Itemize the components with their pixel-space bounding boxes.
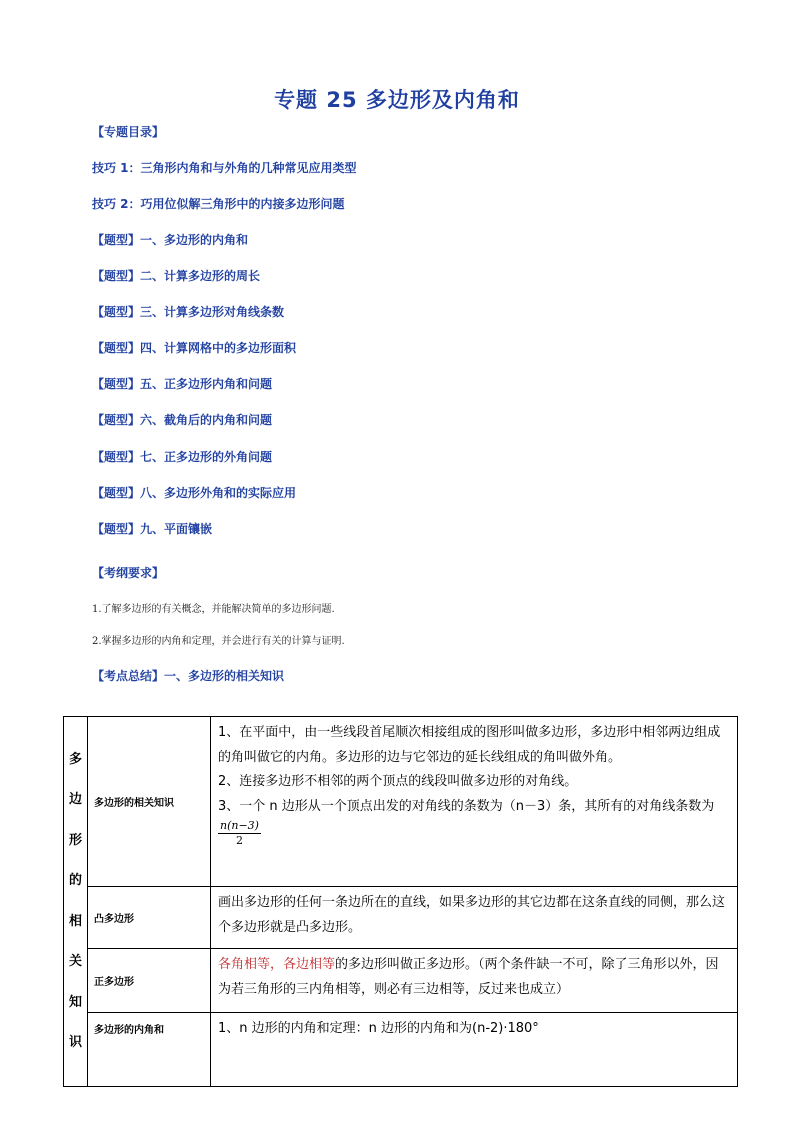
- row-content: [211, 717, 738, 887]
- row-content: [211, 949, 738, 1013]
- requirement-item: 1.了解多边形的有关概念，并能解决简单的多边形问题.: [92, 604, 335, 615]
- table-row: [64, 887, 738, 949]
- content-text: 的多边形叫做正多边形。（两个条件缺一不可，除了三角形以外，因为若三角形的三内角相等，则必有三边相等，反过来也成立）: [218, 957, 719, 997]
- row-content: 1、n 边形的内角和定理：n 边形的内角和为(n-2)·180°: [211, 1013, 738, 1087]
- side-char: 相: [68, 913, 82, 929]
- table-row: [64, 949, 738, 1013]
- requirement-item: 2.掌握多边形的内角和定理，并会进行有关的计算与证明.: [92, 636, 345, 647]
- formula-denominator: 2: [235, 834, 243, 847]
- page-title: 专题 25 多边形及内角和: [274, 88, 520, 112]
- toc-item: 【题型】四、计算网格中的多边形面积: [92, 341, 297, 355]
- content-text: 3、一个 n 边形从一个顶点出发的对角线的条数为（n－3）条，其所有的对角线条数为: [218, 798, 715, 814]
- row-label: 正多边形: [88, 949, 211, 1013]
- toc-item: 【题型】六、截角后的内角和问题: [92, 413, 273, 427]
- toc-item: 【题型】九、平面镶嵌: [92, 522, 213, 536]
- toc-item: 【题型】三、计算多边形对角线条数: [92, 305, 285, 319]
- table-row: [64, 1013, 738, 1087]
- toc-item: 【题型】五、正多边形内角和问题: [92, 377, 273, 391]
- requirements-heading: 【考纲要求】: [92, 566, 165, 580]
- side-char: 形: [68, 832, 82, 848]
- toc-item: 技巧 1：三角形内角和与外角的几种常见应用类型: [92, 161, 357, 175]
- toc-item: 【题型】一、多边形的内角和: [92, 233, 249, 247]
- formula-numerator: n(n−3): [220, 819, 259, 832]
- side-char: 多: [68, 751, 82, 767]
- toc-item: 【题型】七、正多边形的外角问题: [92, 450, 273, 464]
- toc-item: 【题型】二、计算多边形的周长: [92, 269, 261, 283]
- side-char: 知: [68, 994, 82, 1010]
- side-char: 的: [68, 873, 82, 888]
- row-content: 画出多边形的任何一条边所在的直线，如果多边形的其它边都在这条直线的同侧，那么这个多边形就是凸多边形。: [211, 887, 738, 949]
- highlight-text: 各角相等，各边相等: [218, 957, 336, 972]
- content-line: 1、在平面中，由一些线段首尾顺次相接组成的图形叫做多边形，多边形中相邻两边组成的角叫做它的内角。多边形的边与它邻边的延长线组成的角叫做外角。: [218, 725, 721, 765]
- diagonal-count-formula: [218, 819, 261, 848]
- content-line: [218, 795, 731, 849]
- side-char: 边: [68, 792, 82, 807]
- toc-item: 技巧 2：巧用位似解三角形中的内接多边形问题: [92, 197, 345, 211]
- summary-heading: 【考点总结】一、多边形的相关知识: [92, 669, 285, 683]
- knowledge-table: [63, 716, 738, 1087]
- side-char: 识: [68, 1035, 82, 1050]
- row-label: 多边形的内角和: [88, 1013, 211, 1087]
- toc-heading: 【专题目录】: [92, 125, 165, 139]
- row-label: 凸多边形: [88, 887, 211, 949]
- table-row: [64, 717, 738, 887]
- row-label: 多边形的相关知识: [88, 717, 211, 887]
- content-line: 2、连接多边形不相邻的两个顶点的线段叫做多边形的对角线。: [218, 774, 578, 789]
- toc-item: 【题型】八、多边形外角和的实际应用: [92, 486, 297, 500]
- side-label: [64, 717, 88, 1087]
- side-char: 关: [68, 954, 82, 969]
